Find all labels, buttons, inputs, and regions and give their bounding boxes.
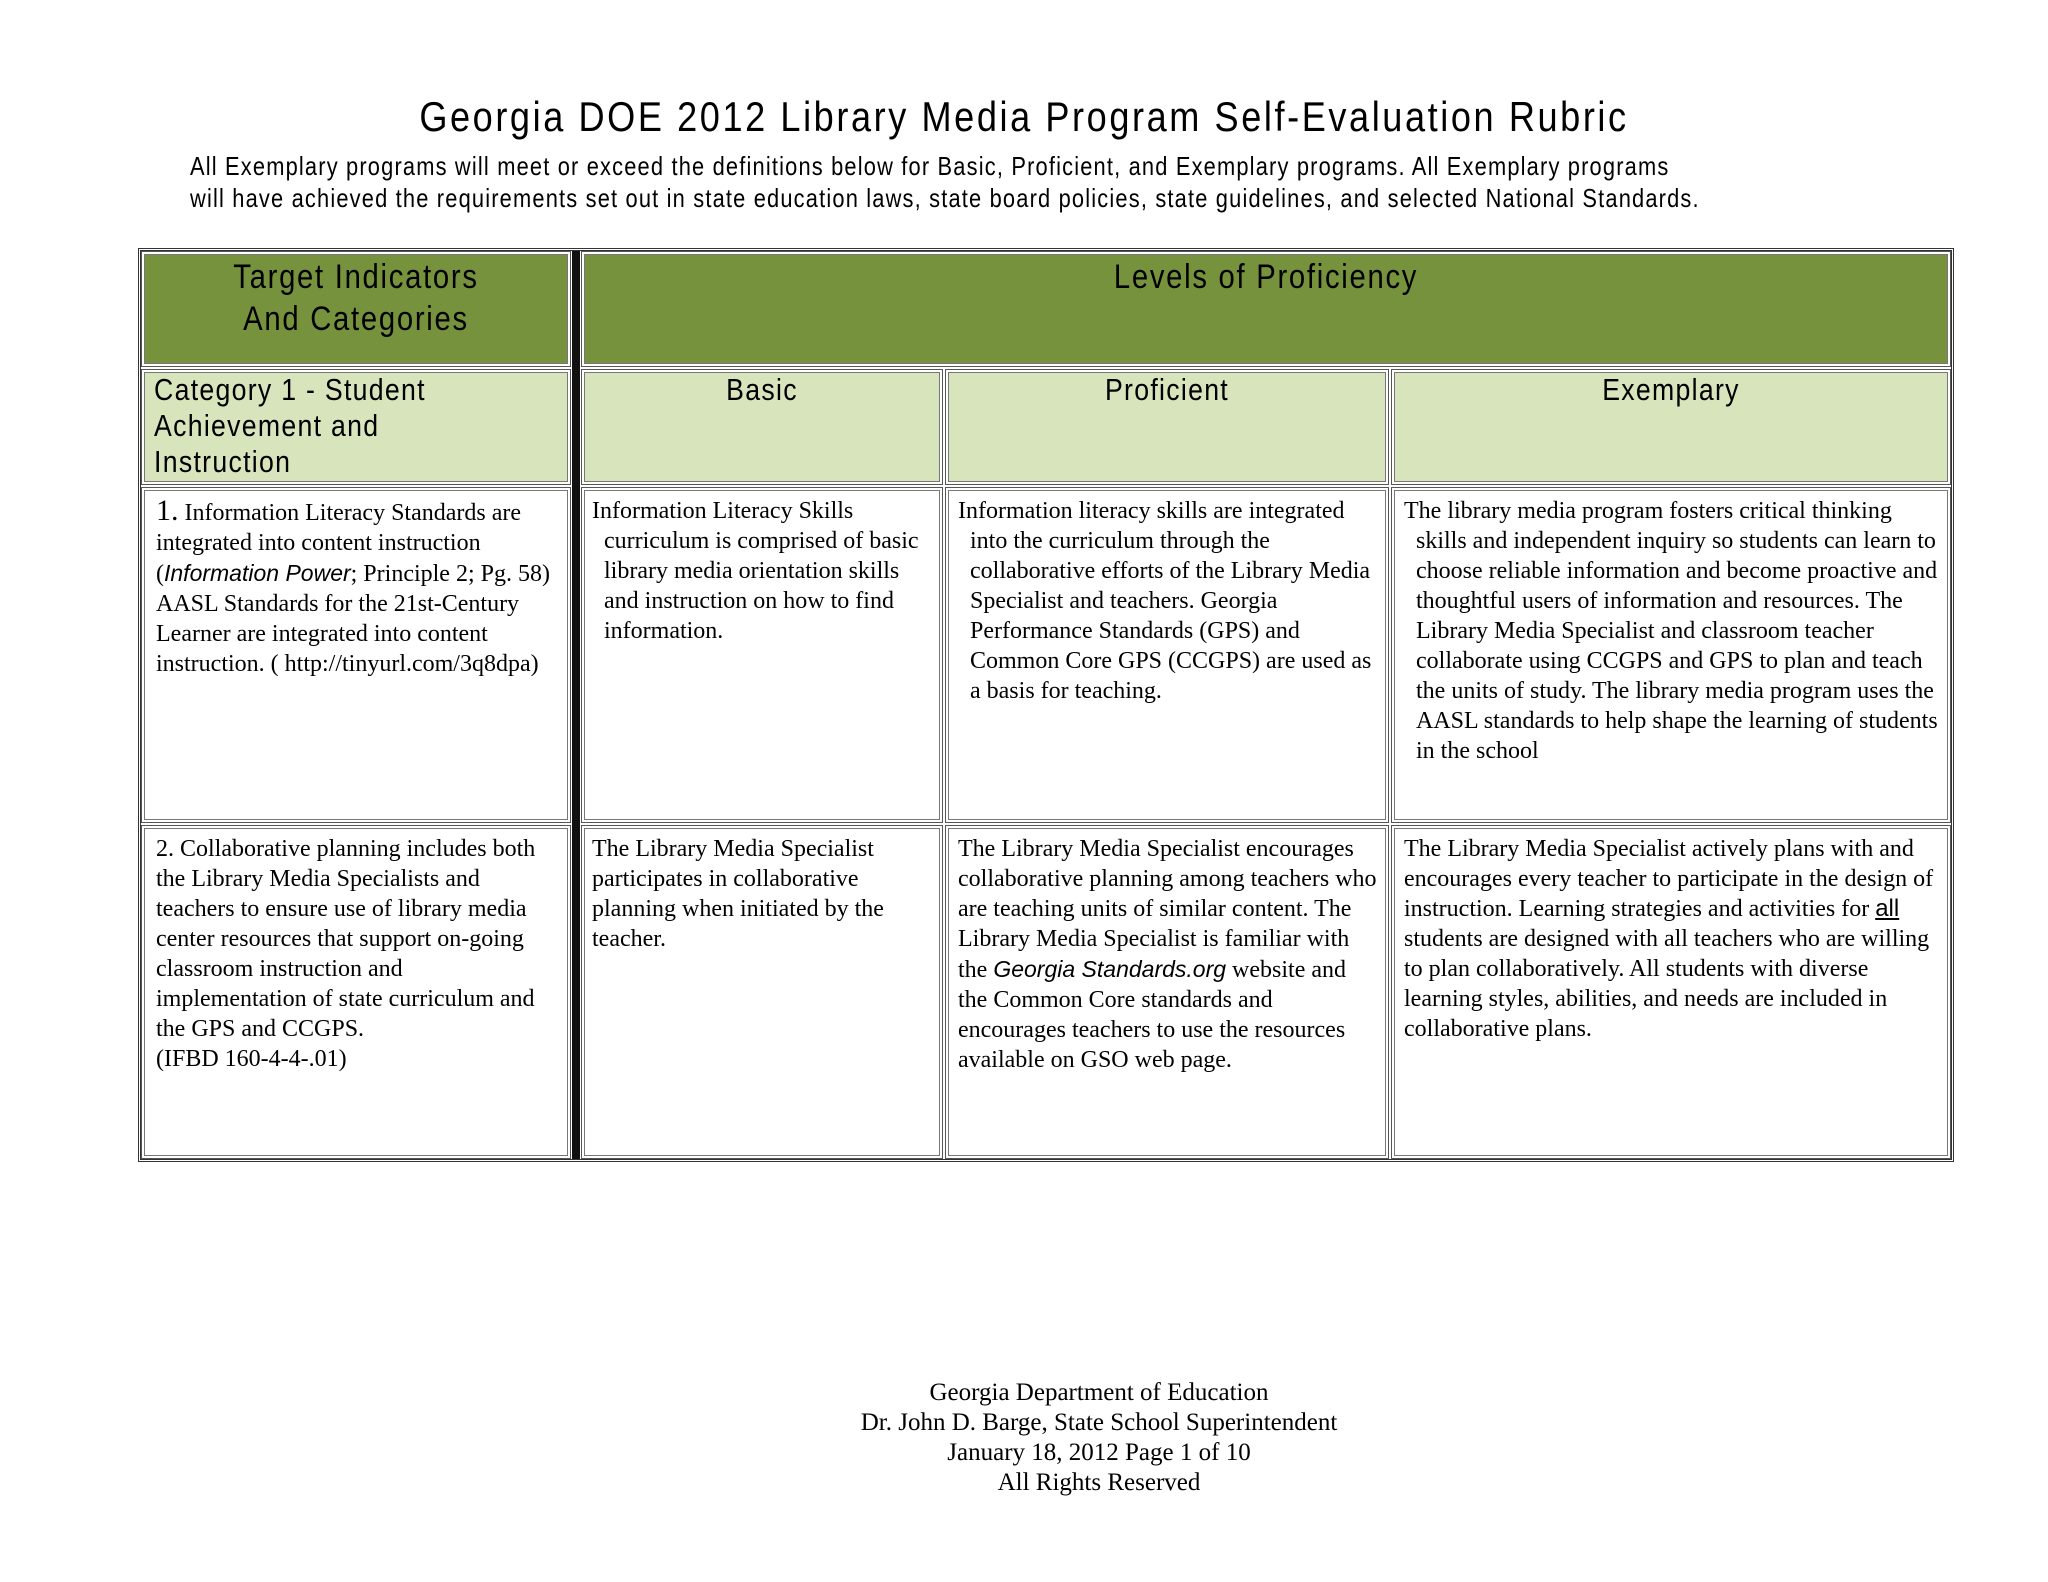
indicator-number: 1. bbox=[156, 494, 179, 527]
intro-line-1: All Exemplary programs will meet or exceed the definitions below for Basic, Proficient, and Exemplary programs. All Exemplary programs bbox=[190, 151, 1670, 181]
italic-source-title: Information Power bbox=[164, 560, 351, 586]
page-title: Georgia DOE 2012 Library Media Program Self-Evaluation Rubric bbox=[419, 93, 1629, 140]
levels-of-proficiency-header bbox=[581, 251, 1951, 367]
target-header-line-1: Target Indicators bbox=[233, 258, 479, 296]
rubric-table bbox=[138, 248, 1954, 1162]
column-divider bbox=[572, 251, 580, 1159]
underlined-emphasis: all bbox=[1875, 895, 1900, 922]
intro-line-2: will have achieved the requirements set out in state education laws, state board policies, state guidelines, and selected National Standards. bbox=[190, 183, 1700, 213]
basic-column-header: Basic bbox=[581, 369, 943, 485]
table-row-2-basic: The Library Media Specialist participates in collaborative planning when initiated by the teacher. bbox=[581, 825, 943, 1159]
proficient-column-header: Proficient bbox=[945, 369, 1389, 485]
footer-line-1: Georgia Department of Education bbox=[929, 1379, 1269, 1406]
levels-header-text: Levels of Proficiency bbox=[1113, 258, 1419, 296]
table-row-2-exemplary: The Library Media Specialist actively plans with and encourages every teacher to participate in the design of instruction. Learning strategies and activities for all students are designed with all teachers who are willing to plan collaboratively. All students with diverse learning styles, abilities, and needs are included in collaborative plans. bbox=[1391, 825, 1951, 1159]
table-row-2-indicator: 2. Collaborative planning includes both the Library Media Specialists and teachers to ensure use of library media center resources that support on-going classroom instruction and implementation of state curriculum and the GPS and CCGPS. (IFBD 160-4-4-.01) bbox=[141, 825, 571, 1159]
category-line-1: Category 1 - Student bbox=[154, 372, 426, 407]
page-footer bbox=[0, 1378, 2048, 1498]
table-row-2-proficient: The Library Media Specialist encourages collaborative planning among teachers who are teaching units of similar content. The Library Media Specialist is familiar with the Georgia Standards.org website and the Common Core standards and encourages teachers to use the resources available on GSO web page. bbox=[945, 825, 1389, 1159]
target-indicators-header bbox=[141, 251, 571, 367]
footer-line-2: Dr. John D. Barge, State School Superintendent bbox=[860, 1409, 1338, 1436]
table-row-1-proficient: Information literacy skills are integrated into the curriculum through the collaborative efforts of the Library Media Specialist and teachers. Georgia Performance Standards (GPS) and Common Core GPS (CCGPS) are used as a basis for teaching. bbox=[945, 487, 1389, 823]
target-header-line-2: And Categories bbox=[243, 300, 469, 338]
category-line-2: Achievement and Instruction bbox=[154, 408, 380, 479]
category-header bbox=[141, 369, 571, 485]
exemplary-column-header: Exemplary bbox=[1391, 369, 1951, 485]
footer-line-4: All Rights Reserved bbox=[997, 1469, 1201, 1496]
intro-paragraph bbox=[190, 150, 1700, 214]
footer-line-3: January 18, 2012 Page 1 of 10 bbox=[947, 1439, 1251, 1466]
table-row-1-exemplary: The library media program fosters critical thinking skills and independent inquiry so students can learn to choose reliable information and become proactive and thoughtful users of information and resources. The Library Media Specialist and classroom teacher collaborate using CCGPS and GPS to plan and teach the units of study. The library media program uses the AASL standards to help shape the learning of students in the school bbox=[1391, 487, 1951, 823]
table-row-1-indicator: 1. Information Literacy Standards are integrated into content instruction (Information Power; Principle 2; Pg. 58) AASL Standards for the 21st-Century Learner are integrated into content instruction. ( http://tinyurl.com/3q8dpa) bbox=[141, 487, 571, 823]
italic-website-name: Georgia Standards.org bbox=[993, 956, 1227, 982]
table-row-1-basic: Information Literacy Skills curriculum is comprised of basic library media orientation skills and instruction on how to find information. bbox=[581, 487, 943, 823]
